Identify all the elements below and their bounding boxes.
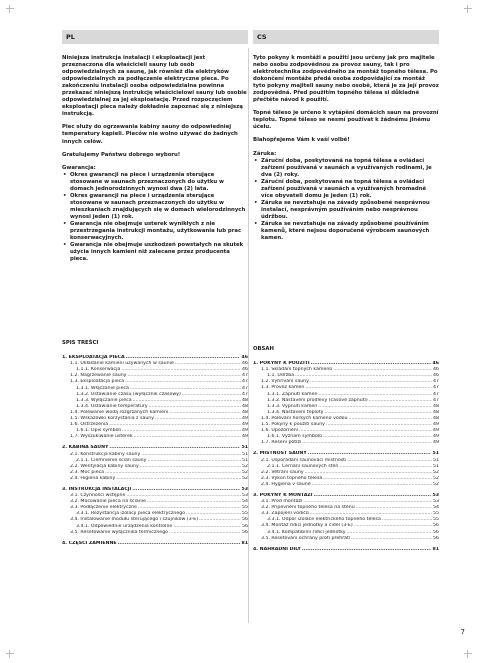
cs-warranty-item: • Záruční doba, poskytovaná na topná tělesa a ovládací zařízení používaná v saunách a využívaných rodinami, je dva (2) roky. [253, 158, 439, 179]
toc-entry-label: 1.3.1. Włączanie pieca [76, 385, 129, 391]
toc-entry-page: 49 [433, 440, 439, 446]
toc-entry-label: 1.6.1. Opis symboli [76, 428, 122, 434]
toc-entry-label: 2.1.1. Ciemnienie ścian sauny [76, 457, 147, 463]
toc-entry-page: 47 [242, 379, 248, 385]
toc-entry-page: 47 [242, 391, 248, 397]
toc-entry-label: 3.3.1. Odpor izolace elektrického topného tělesa [267, 517, 381, 523]
toc-entry-page: 47 [433, 385, 439, 391]
toc-entry-page: 48 [433, 409, 439, 415]
toc-entry-page: 55 [433, 517, 439, 523]
toc-entry-page: 51 [433, 457, 439, 463]
cs-warranty-heading: Záruka: [253, 150, 277, 157]
toc-entry-page: 49 [242, 416, 248, 422]
toc-leader-dots [134, 434, 241, 440]
pl-intro-section [62, 55, 248, 263]
toc-entry-label: 3.1. Před montáží [261, 499, 303, 505]
toc-entry-label: 1.5. Wskazówki korzystania z sauny [70, 416, 155, 422]
toc-entry-page: 56 [242, 523, 248, 529]
toc-entry-page: 55 [433, 511, 439, 517]
toc-entry-label: 1.5. Pokyny k použití sauny [261, 422, 325, 428]
crop-mark [464, 5, 472, 13]
cs-warranty-item: • Záruka se nevztahuje na závady způsobené používáním kamenů, které nejsou doporučené výrobcem saunových kamen. [253, 221, 439, 242]
toc-entry [62, 530, 248, 536]
toc-entry-page: 51 [433, 463, 439, 469]
toc-leader-dots [312, 482, 432, 488]
toc-entry-label: 3.2. Připevnění topného tělesa na stěnu [261, 505, 355, 511]
toc-entry-label: 1.3.2. Ustawianie czasu (wyłącznik czasowy) [76, 391, 181, 397]
cs-purpose-paragraph: Topné těleso je určeno k vytápění domácích saun na provozní teplotu. Topné těleso se nesmí používat k žádnému jinému účelu. [253, 110, 439, 131]
toc-entry-page: 53 [432, 492, 439, 498]
language-tab-pl: PL [62, 30, 248, 44]
toc-leader-dots [118, 541, 241, 547]
toc-entry-page: 56 [242, 517, 248, 523]
cs-warranty-item: • Záruční doba, poskytovaná na topná tělesa a ovládací zařízení používaná v saunách a využívaných hromadně více obyvateli domu je jeden (1) rok. [253, 179, 439, 200]
pl-warranty-item: • Okres gwarancji na piece i urządzenia sterujące stosowane w saunach przeznaczonych do użytku w domach jednorodzinnych wynosi dwa (2) lata. [62, 172, 248, 193]
toc-entry-page: 48 [242, 403, 248, 409]
toc-entry-label: 3.4.1. Odpowiednie urządzenia kontrolne [76, 523, 173, 529]
toc-entry [253, 482, 439, 488]
toc-entry-page: 81 [432, 546, 439, 552]
toc-entry-label: 3. POKYNY K MONTÁŽI [253, 492, 313, 498]
toc-entry-label: 3.3. Zapojení vodičů [261, 511, 309, 517]
toc-entry-label: 3.3. Podłączenie elektryczne [70, 505, 137, 511]
toc-entry [62, 434, 248, 440]
toc-entry-label: 1. EKSPLOATACJA PIECA [62, 355, 125, 361]
toc-leader-dots [302, 547, 432, 553]
crop-mark [6, 650, 14, 658]
toc-entry-page: 46 [432, 361, 439, 367]
cs-intro-paragraph: Tyto pokyny k montáži a použití jsou určeny jak pro majitele nebo osobu zodpovědnou za provoz sauny, tak i pro elektrotechnika zodpovědného za montáž topného tělesa. Po dokončení montáže předá osoba zodpovídající za montáž tyto pokyny majiteli sauny nebo osobě, která je za její provoz zodpovědná. Před použitím topného tělesa si důkladně přečtěte návod k použití. [253, 55, 439, 104]
toc-entry-page: 46 [433, 367, 439, 373]
toc-entry-page: 47 [433, 391, 439, 397]
toc-entry-page: 51 [242, 457, 248, 463]
toc-entry-label: 3.4. Instalowanie modułu sterującego i czujników (3-E) [70, 517, 199, 523]
toc-entry-label: 2.4. Hygiena v sauně [261, 481, 311, 487]
toc-entry-page: 51 [241, 445, 248, 451]
toc-entry-label: 1.1.1. Konserwacja [76, 367, 121, 373]
toc-entry-label: 2. MÍSTNOST SAUNY [253, 451, 307, 457]
pl-table-of-contents [62, 340, 248, 547]
toc-entry-page: 52 [242, 469, 248, 475]
toc-entry [62, 476, 248, 482]
toc-entry-page: 46 [242, 367, 248, 373]
toc-entry-page: 47 [433, 379, 439, 385]
toc-entry-page: 48 [433, 415, 439, 421]
toc-entry-label: 1.6. Ostrzeżenia [70, 422, 109, 428]
toc-entry-label: 1.2. Nagrzewanie sauny [70, 373, 127, 379]
toc-entry-page: 52 [242, 475, 248, 481]
toc-entry-page: 47 [433, 397, 439, 403]
toc-entry-page: 53 [242, 493, 248, 499]
toc-entry-label: 1.1. Údržba [267, 373, 295, 379]
toc-entry-label: 1.1. Skládání topných kamenů [261, 367, 333, 373]
cs-table-of-contents [253, 346, 439, 553]
toc-entry-label: 1.3.3. Wyłączanie pieca [76, 397, 132, 403]
toc-entry-label: 3.4.1. Kompatibilní řídicí jednotky [267, 529, 346, 535]
toc-entry-page: 46 [241, 355, 248, 361]
toc-entry-label: 2.1. Uspořádání saunovací místnosti [261, 457, 347, 463]
language-tab-cs: CS [253, 30, 439, 44]
toc-entry-label: 1.3.4. Ustawianie temperatury [76, 403, 148, 409]
toc-entry-page: 53 [241, 486, 248, 492]
cs-warranty-list [253, 158, 439, 243]
toc-entry [253, 547, 439, 553]
cs-intro-section [253, 55, 439, 242]
cs-warranty-item: • Záruka se nevztahuje na závady způsobené nesprávnou instalací, nesprávným používáním nebo nesprávnou údržbou. [253, 200, 439, 221]
toc-entry-page: 52 [433, 475, 439, 481]
crop-mark [6, 5, 14, 13]
pl-warranty-item: • Gwarancja nie obejmuje uszkodzeń powstałych na skutek użycia innych kamieni niż zalecane przez producenta pieca. [62, 242, 248, 263]
toc-entry-label: 1.4. Polewanie wodą rozgrzanych kamieni [70, 409, 169, 415]
toc-leader-dots [169, 530, 241, 536]
toc-entry-page: 56 [242, 529, 248, 535]
toc-entry-label: 2.1. Konstrukcja kabiny sauny [70, 451, 141, 457]
toc-entry-label: 1.3.3. Vypnutí kamen [267, 403, 318, 409]
pl-intro-paragraph: Niniejsza instrukcja instalacji i eksploatacji jest przeznaczona dla właścicieli sauny lub osób odpowiedzialnych za saunę, jak również dla elektryków odpowiedzialnych za podłączenie elektryczne pieca. Po zakończeniu instalacji osoba odpowiedzialna powinna przekazać niniejszą instrukcję właścicielowi sauny lub osobie odpowiedzialnej za jej eksploatację. Przed rozpoczęciem eksploatacji pieca należy dokładnie zapoznać się z niniejszą instrukcją. [62, 55, 247, 118]
toc-entry-label: 1.7. Řešení potíží [261, 440, 302, 446]
toc-entry-label: 2.4. Higiena kabiny [70, 475, 116, 481]
toc-entry-label: 1.3.2. Nastavení prodlevy (časové zapnutí) [267, 397, 368, 403]
toc-entry-label: 2.2. Větrání sauny [261, 469, 304, 475]
toc-entry-label: 1.6.1. Význam symbolů [267, 434, 323, 440]
crop-mark [464, 650, 472, 658]
toc-entry-label: 1.2. Vyhřívání sauny [261, 379, 309, 385]
toc-entry-label: 3.5. Resetování ochrany proti přehřátí [261, 535, 351, 541]
toc-entry-label: 3. INSTRUKCJA INSTALACJI [62, 486, 132, 492]
toc-entry-label: 4. NÁHRADNÍ DÍLY [253, 546, 301, 552]
toc-entry-page: 56 [433, 535, 439, 541]
toc-entry-page: 49 [242, 428, 248, 434]
toc-leader-dots [302, 440, 432, 446]
toc-entry-page: 46 [433, 373, 439, 379]
toc-entry-page: 48 [433, 403, 439, 409]
pl-toc-title: SPIS TREŚCI [62, 340, 99, 346]
toc-entry-label: 1.3.4. Nastavení teploty [267, 409, 324, 415]
toc-entry-label: 1.1. Układanie kamieni używanych w saunie [70, 361, 174, 367]
toc-entry-page: 49 [433, 428, 439, 434]
toc-entry-page: 48 [242, 397, 248, 403]
toc-leader-dots [116, 476, 241, 482]
toc-entry-label: 2.2. Wentylacja kabiny sauny [70, 463, 139, 469]
toc-entry-page: 54 [242, 499, 248, 505]
toc-entry-label: 2.1.1. Černání saunových stěn [267, 463, 339, 469]
toc-entry-label: 1.3. Eksploatacja pieca [70, 379, 125, 385]
toc-entry [62, 541, 248, 547]
toc-entry-label: 3.4. Montáž řídicí jednotky a čidel (3-E) [261, 523, 353, 529]
toc-entry-page: 56 [433, 523, 439, 529]
toc-entry-page: 55 [242, 505, 248, 511]
toc-entry-label: 3.3.1. Rezystancja izolacji pieca elektrycznego [76, 511, 186, 517]
cs-congrats: Blahopřejeme Vám k vaší volbě! [253, 137, 350, 144]
toc-entry-page: 49 [433, 434, 439, 440]
toc-entry-page: 51 [432, 451, 439, 457]
toc-entry-label: 2.3. Výkon topného tělesa [261, 475, 323, 481]
toc-entry-page: 81 [241, 540, 248, 546]
toc-entry-page: 53 [433, 499, 439, 505]
toc-entry-page: 52 [433, 469, 439, 475]
toc-entry-page: 46 [242, 361, 248, 367]
toc-entry-label: 2.3. Moc pieca [70, 469, 105, 475]
pl-warranty-item: • Okres gwarancji na piece i urządzenia sterujące stosowane w saunach przeznaczonych do użytku w mieszkaniach znajdujących się w domach wielorodzinnych wynosi jeden (1) rok. [62, 193, 248, 221]
toc-entry-page: 56 [433, 529, 439, 535]
pl-warranty-heading: Gwarancja: [62, 164, 96, 171]
toc-entry-label: 1.6. Upozornění [261, 428, 299, 434]
toc-entry-label: 3.1. Czynności wstępne [70, 493, 126, 499]
toc-entry-label: 1. POKYNY K POUŽITÍ [253, 361, 310, 367]
toc-entry-label: 1.3.1. Zapnutí kamen [267, 391, 318, 397]
toc-entry-page: 52 [433, 481, 439, 487]
toc-entry-page: 55 [242, 511, 248, 517]
cs-toc-title: OBSAH [253, 346, 274, 352]
page-number: 7 [460, 628, 465, 636]
toc-entry-page: 51 [242, 451, 248, 457]
pl-purpose-paragraph: Piec służy do ogrzewania kabiny sauny do odpowiedniej temperatury kąpieli. Pieców nie wolno używać do żadnych innych celów. [62, 124, 238, 145]
toc-entry-label: 1.3. Provoz kamen [261, 385, 305, 391]
toc-entry-page: 54 [433, 505, 439, 511]
toc-entry-page: 52 [242, 463, 248, 469]
toc-entry [253, 440, 439, 446]
toc-entry-page: 47 [242, 385, 248, 391]
toc-entry-label: 3.2. Mocowanie pieca na ścianie [70, 499, 146, 505]
toc-entry-page: 49 [242, 422, 248, 428]
pl-warranty-list [62, 172, 248, 264]
toc-entry-label: 4. CZĘŚCI ZAMIENNE [62, 540, 117, 546]
toc-entry-label: 1.4. Polévání horkých kamenů vodou [261, 415, 348, 421]
toc-entry-label: 3.5. Resetowanie wyłącznika termicznego [70, 529, 169, 535]
toc-entry-page: 49 [242, 434, 248, 440]
toc-leader-dots [351, 536, 432, 542]
toc-entry-page: 49 [433, 422, 439, 428]
pl-warranty-item: • Gwarancja nie obejmuje usterek wynikłych z nie przestrzegania instrukcji montażu, użytkowania lub prac konserwacyjnych. [62, 221, 248, 242]
toc-entry-page: 47 [242, 373, 248, 379]
toc-entry-label: 2. KABINA SAUNY [62, 445, 109, 451]
toc-entry-label: 1.7. Wyszukiwanie usterek [70, 434, 133, 440]
pl-congrats: Gratulujemy Państwu dobrego wyboru! [62, 151, 181, 158]
column-divider [248, 48, 249, 623]
toc-entry-page: 48 [242, 409, 248, 415]
toc-entry [253, 536, 439, 542]
